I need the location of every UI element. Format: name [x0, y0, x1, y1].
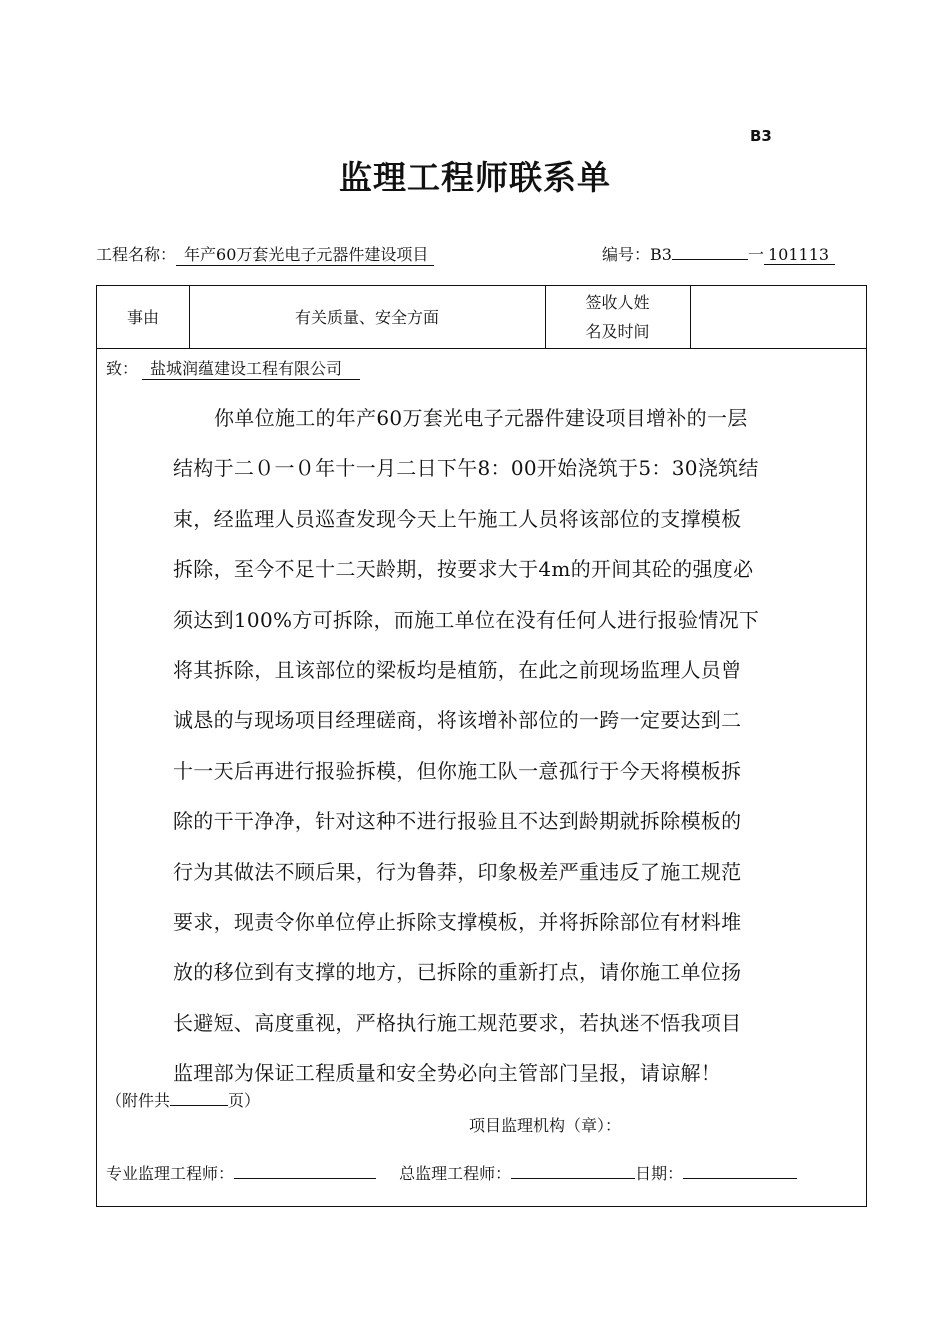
addressee-name: 盐城润蕴建设工程有限公司: [142, 356, 360, 380]
notice-body: [173, 393, 821, 1099]
signee-label-line1: 签收人姓: [585, 293, 650, 312]
signee-label: [545, 286, 690, 348]
attachment-prefix: （附件共: [106, 1091, 171, 1110]
number-prefix: B3: [650, 245, 672, 264]
document-number-row: [602, 242, 835, 265]
body-line: 拆除，至今不足十二天龄期，按要求大于4m的开间其砼的强度必: [173, 557, 754, 582]
chief-signature-blank: [511, 1178, 635, 1179]
signature-row: [106, 1161, 797, 1184]
addressee-row: [106, 356, 360, 380]
signee-value: [690, 286, 866, 348]
page-title: 监理工程师联系单: [339, 158, 611, 197]
project-name-label: 工程名称：: [96, 245, 177, 264]
body-line: 十一天后再进行报验拆模，但你施工队一意孤行于今天将模板拆: [173, 758, 742, 783]
body-line: 你单位施工的年产60万套光电子元器件建设项目增补的一层: [214, 406, 748, 430]
date-blank: [683, 1178, 797, 1179]
specialist-signature-blank: [234, 1178, 376, 1179]
body-line: 监理部为保证工程质量和安全势必向主管部门呈报，请谅解！: [173, 1061, 722, 1086]
body-line: 放的移位到有支撑的地方，已拆除的重新打点，请你施工单位扬: [173, 960, 742, 985]
body-line: 要求，现责令你单位停止拆除支撑模板，并将拆除部位有材料堆: [173, 910, 742, 935]
form-code: B3: [750, 127, 772, 145]
number-value: 101113: [764, 245, 835, 265]
project-name-row: [96, 242, 434, 266]
project-name-value: 年产60万套光电子元器件建设项目: [176, 242, 434, 266]
number-blank: [672, 259, 748, 260]
body-line: 行为其做法不顾后果，行为鲁莽，印象极差严重违反了施工规范: [173, 859, 742, 884]
attachment-row: [106, 1088, 260, 1111]
addressee-label: 致：: [106, 359, 139, 378]
number-label: 编号：: [602, 245, 651, 264]
subject-label: 事由: [126, 307, 159, 327]
body-line: 须达到100%方可拆除，而施工单位在没有任何人进行报验情况下: [173, 607, 760, 632]
number-dash: 一: [747, 245, 764, 264]
body-line: 束，经监理人员巡查发现今天上午施工人员将该部位的支撑模板: [173, 506, 742, 531]
specialist-label: 专业监理工程师：: [106, 1164, 235, 1183]
divider: [97, 348, 866, 349]
date-label: 日期：: [635, 1164, 684, 1183]
body-line: 诚恳的与现场项目经理磋商，将该增补部位的一跨一定要达到二: [173, 708, 742, 733]
body-line: 除的干干净净，针对这种不进行报验且不达到龄期就拆除模板的: [173, 809, 742, 834]
body-line: 将其拆除，且该部位的梁板均是植筋，在此之前现场监理人员曾: [173, 658, 742, 683]
attachment-blank: [170, 1105, 228, 1106]
body-line: 长避短、高度重视，严格执行施工规范要求，若执迷不悟我项目: [173, 1010, 742, 1035]
chief-label: 总监理工程师：: [399, 1164, 512, 1183]
subject-value: 有关质量、安全方面: [294, 307, 439, 327]
org-seal-label: 项目监理机构（章）：: [469, 1116, 622, 1135]
signee-label-line2: 名及时间: [585, 322, 650, 341]
attachment-suffix: 页）: [228, 1091, 261, 1110]
body-line: 结构于二０一０年十一月二日下午8：00开始浇筑于5：30浇筑结: [173, 456, 759, 481]
